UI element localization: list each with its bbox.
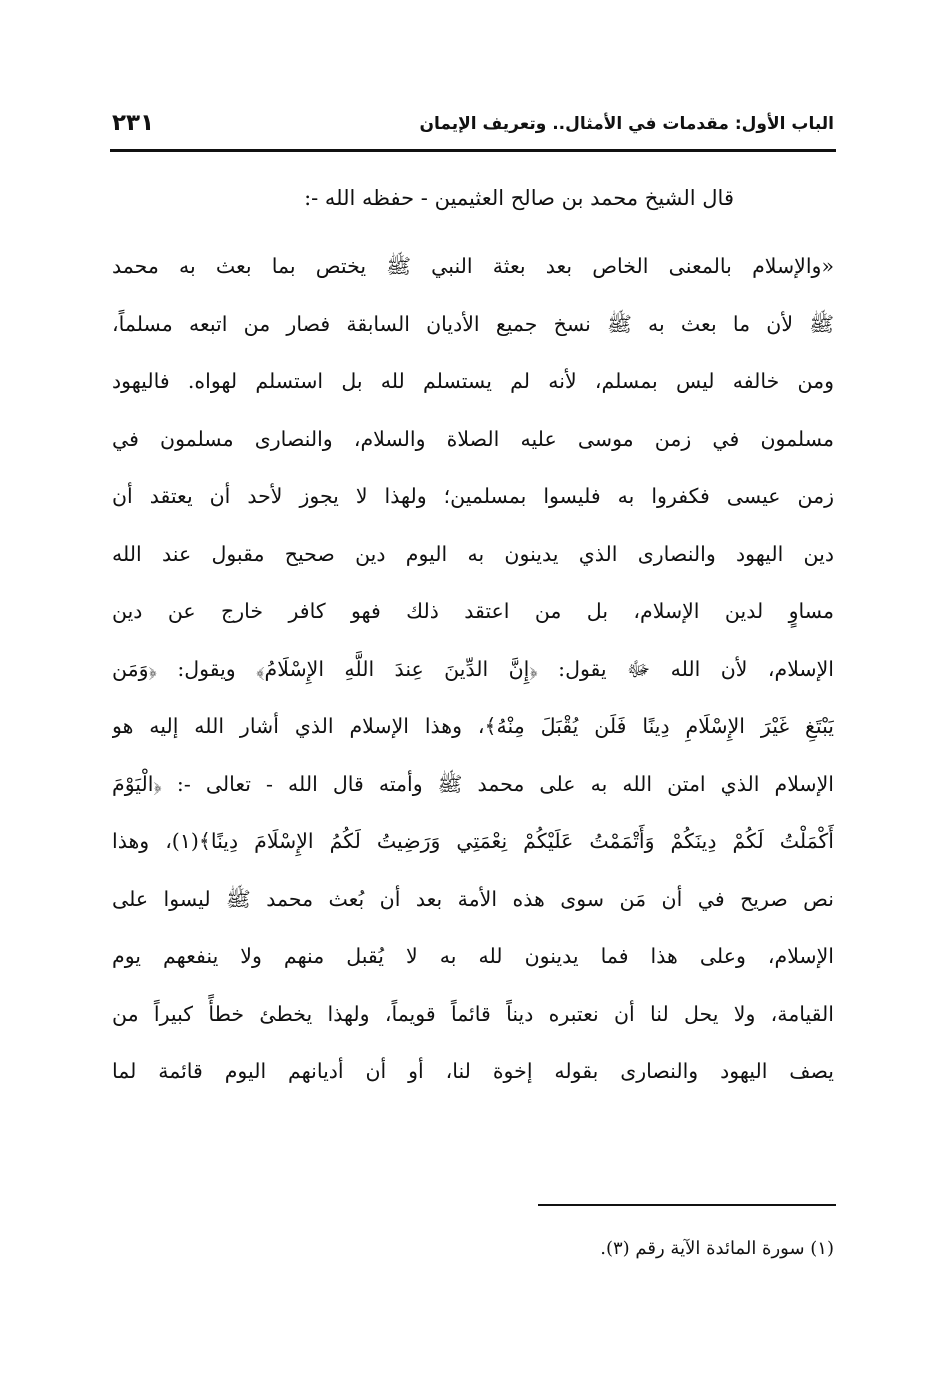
attribution-line: قال الشيخ محمد بن صالح العثيمين - حفظه الله -: [304,186,734,210]
text-line: يَبْتَغِ غَيْرَ الإِسْلَامِ دِينًا فَلَن يُقْبَلَ مِنْهُ﴾، وهذا الإسلام الذي أشار الله إليه هو [112,714,834,738]
text-line: دين اليهود والنصارى الذي يدينون به اليوم دين صحيح مقبول عند الله [112,541,834,566]
text-line: الإسلام الذي امتن الله به على محمد ﷺ وأمته قال الله - تعالى -: ﴿الْيَوْمَ [112,771,834,796]
header-divider [110,149,836,152]
main-text [112,238,834,1101]
footnote: (١) سورة المائدة الآية رقم (٣). [600,1238,834,1259]
text-line: «والإسلام بالمعنى الخاص بعد بعثة النبي ﷺ يختص بما بعث به محمد [112,254,834,278]
footnote-divider [538,1204,836,1206]
text-line: زمن عيسى فكفروا به فليسوا بمسلمين؛ ولهذا لا يجوز لأحد أن يعتقد أن [112,484,834,508]
text-line: نص صريح في أن مَن سوى هذه الأمة بعد أن بُعث محمد ﷺ ليسوا على [112,886,834,911]
text-line: مسلمون في زمن موسى عليه الصلاة والسلام، والنصارى مسلمون في [112,426,834,451]
text-line: أَكْمَلْتُ لَكُمْ دِينَكُمْ وَأَتْمَمْتُ عَلَيْكُمْ نِعْمَتِي وَرَضِيتُ لَكُمُ الإِسْلَامَ دِينًا﴾(١)، وهذا [112,829,834,853]
text-line: ومن خالفه ليس بمسلم، لأنه لم يستسلم لله بل استسلم لهواه. فاليهود [112,369,834,393]
page-number: ٢٣١ [112,110,155,136]
text-line: الإسلام، وعلى هذا فما يدينون لله به لا يُقبل منهم ولا ينفعهم يوم [112,944,834,968]
text-line: مساوٍ لدين الإسلام، بل من اعتقد ذلك فهو كافر خارج عن دين [112,599,834,623]
text-line: الإسلام، لأن الله ﷻ يقول: ﴿إِنَّ الدِّينَ عِندَ اللَّهِ الإِسْلَامُ﴾ ويقول: ﴿وَمَن [112,656,834,681]
text-line: يصف اليهود والنصارى بقوله إخوة لنا، أو أن أديانهم اليوم قائمة لما [112,1059,834,1083]
chapter-title: الباب الأول: مقدمات في الأمثال.. وتعريف الإيمان [419,114,834,134]
running-header [112,108,834,148]
text-line: ﷺ لأن ما بعث به ﷺ نسخ جميع الأديان السابقة فصار من اتبعه مسلماً، [112,311,834,336]
text-line: القيامة، ولا يحل لنا أن نعتبره ديناً قائماً قويماً، ولهذا يخطئ خطأً كبيراً من [112,1001,834,1026]
